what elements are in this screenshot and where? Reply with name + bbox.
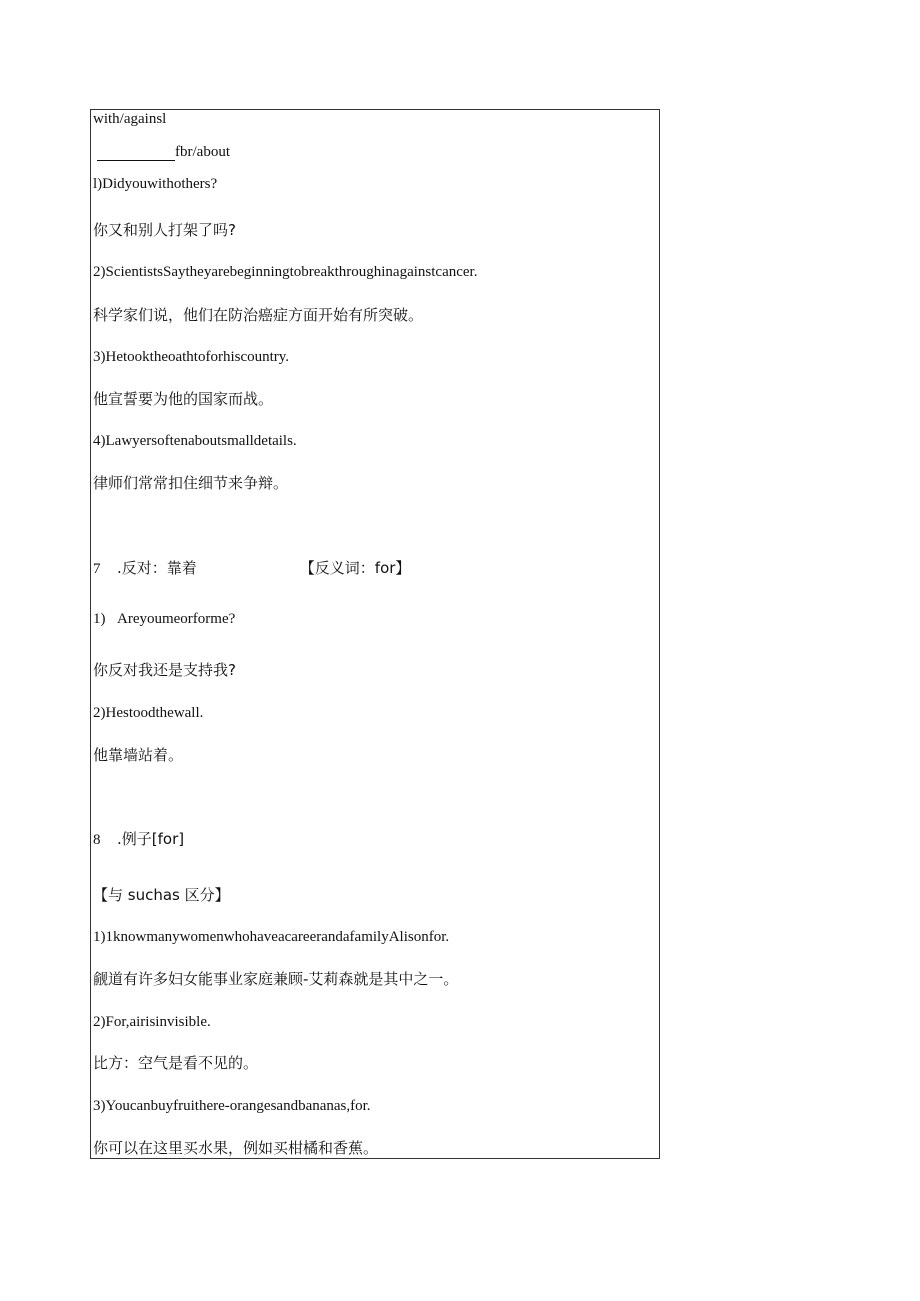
example-a4-cn: 律师们常常扣住细节来争辩。 [93,474,289,492]
section-7-number: 7 [93,561,101,577]
example-a3-en: 3)Hetooktheoathtoforhiscountry. [93,349,290,365]
example-a1-en: l)Didyouwithothers? [93,176,218,192]
section-7-example-1-cn: 你反对我还是支持我? [93,661,236,679]
example-a1-cn: 你又和别人打架了吗? [93,221,236,239]
section-8-example-2-en: 2)For,airisinvisible. [93,1014,211,1030]
intro-line-2-text: fbr/about [175,144,230,160]
section-8-number: 8 [93,832,101,848]
section-8-example-3-en: 3)Youcanbuyfruithere-orangesandbananas,for. [93,1098,371,1114]
section-7-heading [93,559,410,578]
section-8-example-1-en: 1)1knowmanywomenwhohaveacareerandafamilyAlisonfor. [93,929,450,945]
section-7-antonym: 【反义词：for】 [299,559,411,577]
section-7-example-1-en [93,610,235,628]
example-a4-en: 4)Lawyersoftenaboutsmalldetails. [93,433,297,449]
section-7-example-2-en: 2)Hestoodthewall. [93,705,204,721]
section-8-heading [93,830,184,849]
section-8-title: .例子[for] [117,830,185,848]
section-7-example-2-cn: 他靠墙站着。 [93,746,184,764]
section-8-example-1-cn: 觎道有许多妇女能事业家庭兼顾-艾莉森就是其中之一。 [93,970,459,988]
section-7-example-1-text: Areyoumeorforme? [117,611,236,627]
example-a2-en: 2)ScientistsSaytheyarebeginningtobreakthroughinagainstcancer. [93,264,478,280]
section-7-title: .反对：靠着 [117,559,197,577]
section-7-example-1-prefix: 1) [93,611,106,627]
intro-line-1: with/againsl [93,111,167,127]
example-a3-cn: 他宣誓要为他的国家而战。 [93,390,274,408]
intro-line-2 [93,143,230,161]
section-8-example-3-cn: 你可以在这里买水果，例如买柑橘和香蕉。 [93,1139,379,1157]
blank-underline [97,147,175,161]
section-8-note: 【与 suchas 区分】 [93,886,230,904]
section-8-example-2-cn: 比方：空气是看不见的。 [93,1054,259,1072]
example-a2-cn: 科学家们说，他们在防治癌症方面开始有所突破。 [93,306,424,324]
